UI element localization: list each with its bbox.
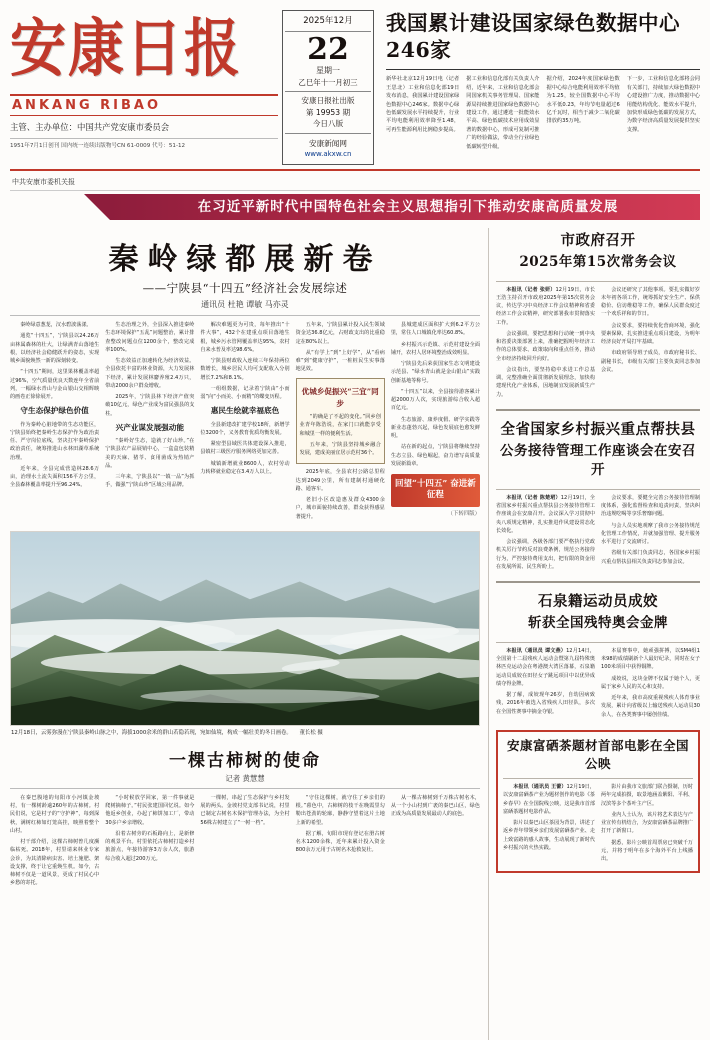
newspaper-pinyin: ANKANG RIBAO	[10, 94, 278, 116]
paragraph: 2025年，宁陕县林下经济产值突破10亿元，绿色产业成为富民强县的支柱。	[105, 394, 195, 417]
paragraph: 生态旅游、康养度假、研学实践等新业态蓬勃兴起，绿色发展底色愈发鲜明。	[390, 416, 481, 439]
article-column	[503, 783, 595, 866]
news3-title-line2: 斩获全国残特奥会金牌	[528, 615, 668, 632]
masthead-divider	[10, 169, 700, 171]
news2-title-line1: 全省国家乡村振兴重点帮扶县	[500, 420, 696, 438]
news4-title: 安康富硒茶题材首部电影在全国公映	[506, 737, 689, 771]
masthead	[10, 6, 700, 166]
campaign-stamp: 回望“十四五” 奋进新征程	[391, 474, 480, 507]
paragraph: “小时候放学回家，第一件事就是爬树摘柿子。”村民张建国回忆说。如今他返乡创业，办起了柿饼加工厂，带动30多户乡亲增收。	[105, 794, 195, 826]
lead-columns	[386, 69, 700, 151]
feature2-headline: 一棵古柿树的使命	[169, 750, 321, 771]
paragraph: 沿着古树旁的石板路向上，是新修的观景平台。村里依托古柿树打造乡村旅游点，年接待游客3万余人次，旅游综合收入超过200万元。	[105, 830, 195, 862]
news2-title-line2: 公务接待管理工作座谈会在安召开	[500, 442, 696, 479]
paragraph: 全县新建改扩建学校18所，新增学位3200个，义务教育优质均衡发展。	[200, 421, 290, 436]
paragraph: 会议强调，要把思想和行动统一到中央和省委决策部署上来，准确把握明年经济工作的总体要求、政策取向和重点任务，推动全市经济持续回升向好。	[496, 330, 595, 362]
highlight-box	[296, 378, 385, 465]
news4-columns	[503, 783, 693, 866]
news1-title-line1: 市政府召开	[560, 232, 636, 249]
publisher: 安康日报社出版	[301, 96, 355, 106]
article-column	[296, 321, 385, 524]
date-year-month: 2025年12月	[285, 15, 371, 32]
paragraph	[503, 783, 595, 816]
paragraph: 城镇新增就业8600人，农村劳动力转移就业稳定在3.4万人以上。	[200, 460, 290, 475]
paragraph: 会议强调，各级各部门要严格执行党政机关厉行节约反对浪费条例，规范公务接待行为，严控接待费用支出，把有限的资金用在发展所需、民生所盼上。	[496, 539, 595, 570]
paragraph: 市政府领导班子成员，市政府秘书长、副秘书长，市级有关部门主要负责同志参加会议。	[601, 350, 700, 373]
paragraph: 本届赛事中，她顽强拼搏，以SM4组1米98的成绩刷新个人最好纪录，同时在女子100米项目中获得铜牌。	[601, 647, 700, 671]
paragraph: 一棵树，串起了生态保护与乡村发展的两头。金坡村党支部书记说，村里已制定古树名木保护管理办法，为全村56株古树建立了“一树一档”。	[200, 794, 290, 826]
paragraph: 影片由我市文旅部门联合摄制，历时两年完成拍摄，取景地涵盖紫阳、平利、汉滨等多个茶叶主产区。	[601, 784, 693, 807]
divider	[496, 281, 700, 282]
dateline: 本报讯（记者 张妍）	[506, 286, 556, 293]
paragraph: 会议要求，要持续优化营商环境，强化要素保障，扎实推进重点项目建设，为明年经济良好开局打牢基础。	[601, 322, 700, 346]
feature1-byline: 通讯员 杜艳 谭敏 马亦灵	[10, 299, 480, 316]
paragraph: 五年来，宁陕县坚持城乡融合发展，建成美丽宜居示范村36个。	[299, 441, 381, 457]
caption-text: 12月18日，云雾弥漫在宁陕县秦岭山脉之中，海拔1000余米的群山若隐若现，宛如仙境，构成一幅壮美的冬日画卷。	[11, 729, 292, 736]
paragraph	[496, 647, 595, 688]
paragraph: “十四五”期间，这里果林覆盖率超过96%，空气质量优良天数连年全省前列，一幅绿水青山与金山银山交相辉映的画卷正徐徐展开。	[10, 369, 100, 400]
feature1-subhead: ——宁陕县“十四五”经济社会发展综述	[142, 281, 348, 295]
lead-column: 新华社北京12月19日电（记者王思北）工业和信息化部19日发布消息，我国累计建设国家绿色数据中心246家。数据中心绿色低碳发展水平持续提升，行业平均电能利用效率降至1.48，可再生能源利用比例稳步提高。	[386, 76, 460, 133]
slogan-banner	[10, 194, 700, 220]
article-column	[105, 321, 194, 524]
paragraph: 据了解，成姣现年26岁，自幼因病致残，2016年被选入省残疾人田径队，多次在全国性赛事中摘金夺银。	[496, 692, 595, 715]
paragraph: 据了解，旬阳市现有登记在册古树名木1200余株，近年来累计投入资金800余万元用于古树名木抢救复壮。	[295, 830, 385, 854]
issue-number: 第 19953 期	[305, 107, 351, 117]
date-day: 22	[307, 31, 349, 67]
website-url[interactable]: www.akxw.cn	[304, 149, 352, 158]
paragraph: 成姣说，这块金牌不仅属于她个人，更属于家乡人民的关心和支持。	[601, 675, 700, 690]
article-column	[601, 494, 700, 574]
paragraph: 2025年底，全县农村公路总里程达到2049公里，所有建制村通硬化路、通客车。	[295, 469, 385, 492]
paragraph: “守住这棵树，就守住了乡亲们的根。”暮色中，古柿树的枝干在晚霞里勾勒出苍劲的轮廓，静静守望着这片土地上新的希望。	[295, 794, 385, 826]
mountain-cloud-photo	[10, 531, 480, 726]
photo-block	[10, 531, 480, 737]
article-column	[10, 321, 99, 524]
page-body	[10, 228, 700, 1040]
sponsor-line: 主管、主办单位：中国共产党安康市委员会	[10, 122, 170, 132]
feature1-headline: 秦岭绿都展新卷	[108, 242, 382, 277]
section-heading: 优城乡促振兴“三宜”同步	[301, 386, 379, 408]
right-section	[488, 228, 700, 1040]
paragraph	[496, 286, 595, 327]
paragraph: 会议要求，要健全完善公务接待管理制度体系，强化监督检查和追责问责，坚决纠治违规吃喝等享乐奢靡问题。	[601, 494, 700, 518]
divider	[496, 642, 700, 643]
banner-text: 在习近平新时代中国特色社会主义思想指引下推动安康高质量发展	[197, 199, 619, 215]
paragraph: 一组组数据，记录着宁陕由“小而弱”向“小而美、小而精”的蝶变历程。	[200, 385, 290, 400]
article-column	[496, 647, 595, 722]
paragraph: 业内人士认为，该片将艺术表达与产业宣传有机结合，为安康富硒茶品牌推广打开了新窗口。	[601, 811, 693, 835]
continuation-note: （下转四版）	[447, 510, 481, 517]
masthead-logo-block	[10, 6, 278, 149]
paragraph: 秦岭绿意葱茏，汉水碧波荡漾。	[20, 322, 92, 328]
paragraph: 生态治理之外，全县深入推进秦岭生态环境保护“五乱”问题整治，累计排查整改问题点位1200余个，整改完成率100%。	[105, 322, 195, 353]
page-count: 今日八版	[285, 118, 371, 133]
paragraph: 五年来，宁陕县累计投入民生领域资金达36.8亿元，占财政支出的比重稳定在80%以上。	[295, 322, 385, 345]
article-column	[296, 794, 385, 891]
article-column	[601, 647, 700, 722]
article-column	[391, 321, 480, 524]
article-column	[496, 494, 595, 574]
section-heading: 兴产业谋发展强动能	[115, 422, 184, 432]
news1-columns	[496, 286, 700, 402]
article-column	[391, 794, 480, 891]
divider	[496, 581, 700, 583]
lede-text: 12月19日，以安康富硒茶产业为题材创作的电影《茶乡春早》在全国院线公映，这是我市首部富硒茶题材电影作品。	[503, 784, 596, 815]
section-heading: 惠民生绘就幸福底色	[210, 406, 280, 416]
date-lunar: 乙巳年十一月初三	[285, 77, 371, 92]
paragraph: 解决难题更为可贵，每年推出“十件大事”，432个在建重点项目落地生根，城乡污水管网覆盖率达95%，农村自来水普及率达98.6%。	[200, 322, 290, 353]
paragraph: 从“有学上”到“上好学”，从“看病难”到“健康守护”，一桩桩民生实事落地见效。	[295, 349, 385, 373]
news1-title-line2: 2025年第15次常务会议	[519, 254, 677, 271]
divider	[503, 778, 693, 779]
paragraph: 宁陕县先后荣获国家生态文明建设示范县、“绿水青山就是金山银山”实践创新基地等称号。	[390, 361, 481, 384]
left-section	[10, 228, 480, 1040]
paragraph: “十四五”以来，全县接待游客累计超2000万人次，实现旅游综合收入超百亿元。	[390, 388, 481, 412]
article-column	[200, 321, 289, 524]
photo-credit: 董长松 摄	[299, 729, 323, 736]
masthead-meta: 1951年7月1日创刊 国内统一连续出版物号CN 61-0009 代号：51-12	[10, 138, 278, 149]
feature1-columns	[10, 321, 480, 524]
paragraph: 县城建成区面积扩大到6.2平方公里，常住人口城镇化率达60.8%。	[390, 322, 481, 337]
lead-column: 据介绍，2024年度国家绿色数据中心综合电能利用效率平均值为1.25，较全国数据中心平均水平低0.23，年均节电量超过6亿千瓦时，相当于减少二氧化碳排放约35万吨。	[546, 76, 620, 125]
paragraph: “的确是了不起的变化。”回乡创业青年陈浩说，在家门口就能享受和城里一样的便利生活。	[299, 414, 381, 437]
section-heading: 守生态保护绿色价值	[20, 406, 89, 416]
paragraph: 近年来，我市高度重视残疾人体育事业发展，累计向省级以上输送残疾人运动员30余人，在各类赛事中屡创佳绩。	[601, 695, 700, 718]
paragraph: 省级有关部门负责同志，各国家乡村振兴重点帮扶县相关负责同志参加会议。	[601, 550, 700, 565]
lead-column: 下一步，工业和信息化部将会同有关部门，持续加大绿色数据中心建设推广力度，推动数据中心用能结构优化、能效水平提升，加快形成绿色低碳的发展方式，为数字经济高质量发展提供坚实支撑。	[626, 76, 700, 133]
article-column	[10, 794, 99, 891]
date-weekday: 星期一	[316, 66, 340, 76]
newspaper-title: 安康日报	[10, 11, 242, 86]
date-box	[282, 10, 374, 165]
paragraph: 生态效益正加速转化为经济效益。全县依托丰富的林业资源，大力发展林下经济，累计发展林麝养殖2.4万只，带动2000余户群众增收。	[105, 358, 195, 389]
feature2-byline: 记者 黄慧慧	[10, 773, 480, 789]
divider	[496, 409, 700, 411]
paragraph: 紧密型县域医共体建设深入推进，县镇村三级医疗服务网络更加完善。	[200, 441, 290, 456]
article-column	[105, 794, 194, 891]
dateline: 本报讯（记者 陈楚珺）	[506, 494, 561, 501]
article-column	[200, 794, 289, 891]
photo-caption	[10, 726, 480, 737]
news3-title-line1: 石泉籍运动员成姣	[538, 593, 658, 611]
paragraph: 作为秦岭心脏地带的生态功能区，宁陕县始终把秦岭生态保护作为政治责任、严守岗位底线，坚决扛牢秦岭保护政治责任，统筹推进山水林田湖草系统治理。	[10, 421, 100, 461]
news3-columns	[496, 647, 700, 722]
lede-text: 12月19日，全省国家乡村振兴重点帮扶县公务接待管理工作座谈会在安康召开。会议深入学习贯彻中央八项规定精神，扎实推进作风建设常态化长效化。	[496, 494, 595, 534]
paragraph: 老旧小区改造惠及群众4300余户，城市面貌持续改善，群众获得感显著提升。	[295, 497, 385, 520]
paragraph: 会议还研究了其他事项。要扎实做好岁末年初各项工作，统筹抓好安全生产、保供稳价、信访维稳等工作，确保人民群众度过一个欢乐祥和的节日。	[601, 286, 700, 318]
paragraph: “秦岭好生态，造就了好山珍。”在宁陕县农产品展销中心，一盒盒包装精美的天麻、猪苓、食用菌成为热销产品。	[105, 438, 195, 469]
paragraph: 站在新的起点，宁陕县将继续坚持生态立县、绿色崛起，奋力谱写高质量发展新篇章。	[390, 444, 481, 467]
lede-text: 12月19日，市长王浩主持召开市政府2025年第15次常务会议，传达学习中央经济工作会议精神和省委经济工作会议精神，研究部署我市贯彻落实工作。	[496, 286, 595, 326]
feature2-columns	[10, 794, 480, 891]
paragraph: 与会人员实地观摩了我市公务接待规范化管理工作情况，并就加强管理、提升服务水平进行了交流研讨。	[601, 522, 700, 546]
paragraph: 乡村振兴示范镇、示范村建设全面铺开，农村人居环境整治成效明显。	[390, 341, 481, 356]
news4-boxed-article	[496, 730, 700, 874]
paragraph	[496, 494, 595, 535]
divider	[496, 489, 700, 490]
paragraph: 从一棵古柿树到千万株古树名木，从一个小山村到广袤的秦巴山区，绿色正成为高质量发展最动人的底色。	[390, 794, 481, 818]
lead-column: 据工业和信息化部有关负责人介绍，近年来，工业和信息化部会同国家机关事务管理局、国家能源局持续推进国家绿色数据中心建设工作，通过遴选一批能效水平高、绿色低碳技术应用成效显著的数据中心，形成可复制可推广的经验做法，带动全行业绿色低碳转型升级。	[466, 76, 540, 150]
paragraph: 通览“十四五”，宁陕县以24.26万亩林属森林的壮大，让绿满青山落地生根，以经济社会稳健跃升的姿态，实现城乡面貌焕然一新的深刻转变。	[10, 333, 100, 364]
paragraph: 宁陕县财政收入连续三年保持两位数增长，城乡居民人均可支配收入分别增长7.2%和8.1%。	[200, 358, 290, 381]
paragraph: 近年来，全县完成营造林28.6万亩，治理水土流失面积156平方公里，全县森林覆盖率提升至96.24%。	[10, 465, 100, 489]
article-column	[601, 783, 693, 866]
paragraph: 在秦巴腹地的旬阳市小河镇金坡村，有一棵树龄逾260年的古柿树。村民们说，它是村子的“守护神”，每到深秋，满树红柿如灯笼高挂，映照着整个山村。	[10, 794, 100, 834]
paragraph: 村干部介绍，这棵古柿树曾几度濒临枯死。2018年，村里请来林业专家会诊，为其清除病虫害、培土施肥、架设支撑，终于让它重焕生机。如今，古柿树不仅是一道风景，更成了村民心中乡愁的寄托。	[10, 839, 100, 887]
news2-columns	[496, 494, 700, 574]
lede-text: 12月14日，全国第十二届残疾人运动会暨第九届特殊奥林匹克运动会在粤港澳大湾区落幕，石泉籍运动员成姣在田径女子跳远项目中以优异成绩夺得金牌。	[496, 647, 595, 687]
paragraph: 影片以秦巴山区茶园为背景，讲述了返乡青年带领乡亲们发展富硒茶产业、走上致富路的感人故事，生动展现了新时代乡村振兴的火热实践。	[503, 820, 595, 851]
news-agency: 安康新闻网	[309, 138, 347, 148]
dateline: 本报讯（通讯员 王蕾）	[513, 784, 567, 791]
committee-line: 中共安康市委机关报	[10, 177, 700, 191]
paragraph: 会议指出，要坚持稳中求进工作总基调，完整准确全面贯彻新发展理念，加快构建现代化产业体系，因地制宜发展新质生产力。	[496, 366, 595, 398]
article-column	[496, 286, 595, 402]
article-column	[601, 286, 700, 402]
paragraph: 三年来，宁陕县以“一镇一品”为抓手，做强“宁陕山珍”区域公用品牌。	[105, 474, 195, 489]
paragraph: 据悉，影片公映首周票房已突破千万元，并将于明年在多个海外平台上线播出。	[601, 839, 693, 863]
dateline: 本报讯（通讯员 谭文燕）	[506, 647, 567, 654]
lead-article	[380, 6, 700, 151]
lead-headline: 我国累计建设国家绿色数据中心246家	[386, 11, 680, 62]
